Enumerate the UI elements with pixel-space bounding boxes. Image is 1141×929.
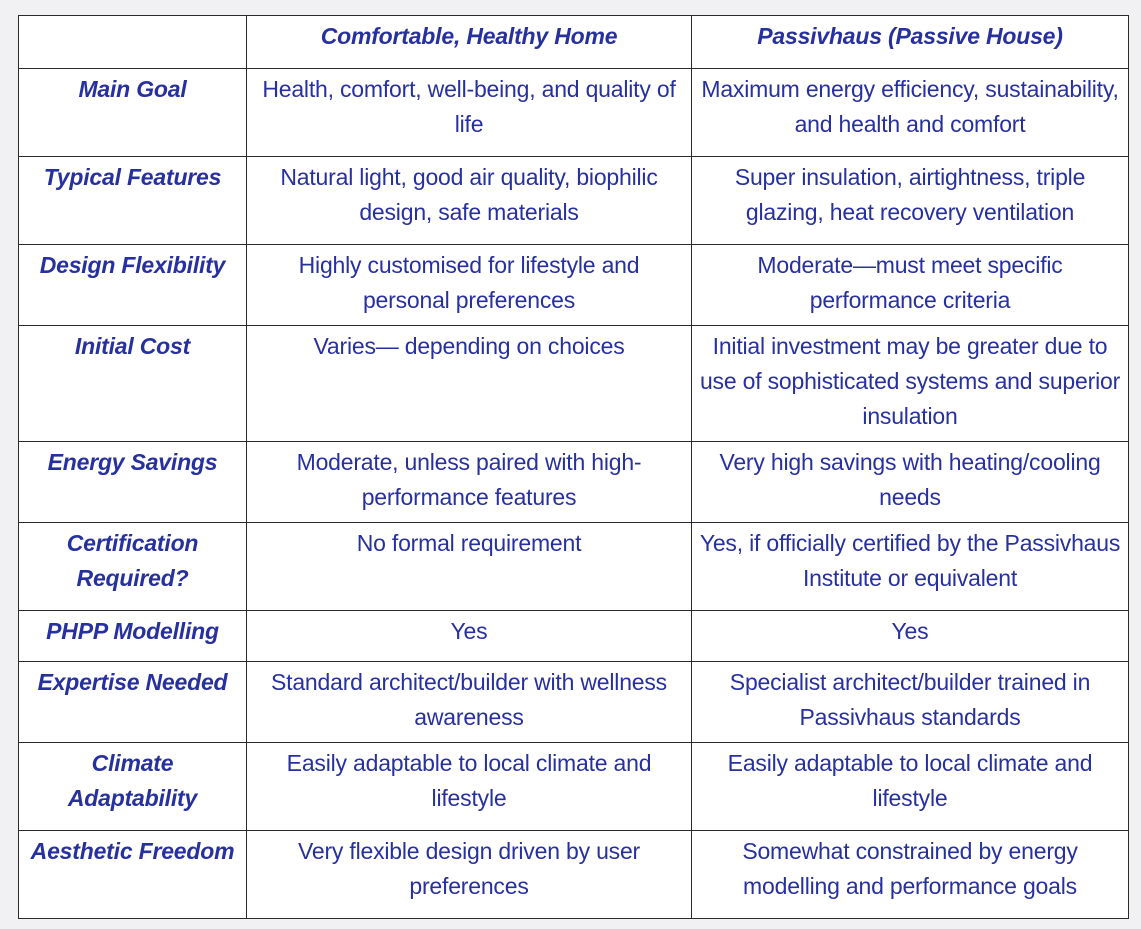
healthy-home-cell: Very flexible design driven by user preferences (247, 831, 692, 919)
row-label: PHPP Modelling (19, 611, 247, 662)
row-label: Design Flexibility (19, 245, 247, 326)
table-row (19, 662, 1129, 743)
passivhaus-cell: Moderate—must meet specific performance criteria (692, 245, 1129, 326)
table-row (19, 743, 1129, 831)
header-row (19, 16, 1129, 69)
passivhaus-cell: Very high savings with heating/cooling needs (692, 442, 1129, 523)
passivhaus-cell: Yes, if officially certified by the Passivhaus Institute or equivalent (692, 523, 1129, 611)
header-healthy-home: Comfortable, Healthy Home (247, 16, 692, 69)
passivhaus-cell: Easily adaptable to local climate and lifestyle (692, 743, 1129, 831)
healthy-home-cell: Standard architect/builder with wellness awareness (247, 662, 692, 743)
healthy-home-cell: Natural light, good air quality, biophilic design, safe materials (247, 157, 692, 245)
healthy-home-cell: Varies— depending on choices (247, 326, 692, 442)
passivhaus-cell: Initial investment may be greater due to use of sophisticated systems and superior insulation (692, 326, 1129, 442)
passivhaus-cell: Specialist architect/builder trained in Passivhaus standards (692, 662, 1129, 743)
healthy-home-cell: No formal requirement (247, 523, 692, 611)
row-label: Certification Required? (19, 523, 247, 611)
passivhaus-cell: Yes (692, 611, 1129, 662)
table-row (19, 157, 1129, 245)
row-label: Initial Cost (19, 326, 247, 442)
table-row (19, 69, 1129, 157)
passivhaus-cell: Somewhat constrained by energy modelling and performance goals (692, 831, 1129, 919)
header-empty-cell (19, 16, 247, 69)
table-row (19, 831, 1129, 919)
healthy-home-cell: Easily adaptable to local climate and lifestyle (247, 743, 692, 831)
table-row (19, 442, 1129, 523)
row-label: Typical Features (19, 157, 247, 245)
table-row (19, 523, 1129, 611)
table-row (19, 326, 1129, 442)
row-label: Climate Adaptability (19, 743, 247, 831)
passivhaus-cell: Super insulation, airtightness, triple glazing, heat recovery ventilation (692, 157, 1129, 245)
comparison-table (18, 15, 1129, 919)
row-label: Expertise Needed (19, 662, 247, 743)
healthy-home-cell: Highly customised for lifestyle and personal preferences (247, 245, 692, 326)
row-label: Energy Savings (19, 442, 247, 523)
passivhaus-cell: Maximum energy efficiency, sustainability, and health and comfort (692, 69, 1129, 157)
table-row (19, 245, 1129, 326)
healthy-home-cell: Moderate, unless paired with high-performance features (247, 442, 692, 523)
row-label: Aesthetic Freedom (19, 831, 247, 919)
table-row (19, 611, 1129, 662)
header-passivhaus: Passivhaus (Passive House) (692, 16, 1129, 69)
healthy-home-cell: Yes (247, 611, 692, 662)
healthy-home-cell: Health, comfort, well-being, and quality of life (247, 69, 692, 157)
row-label: Main Goal (19, 69, 247, 157)
